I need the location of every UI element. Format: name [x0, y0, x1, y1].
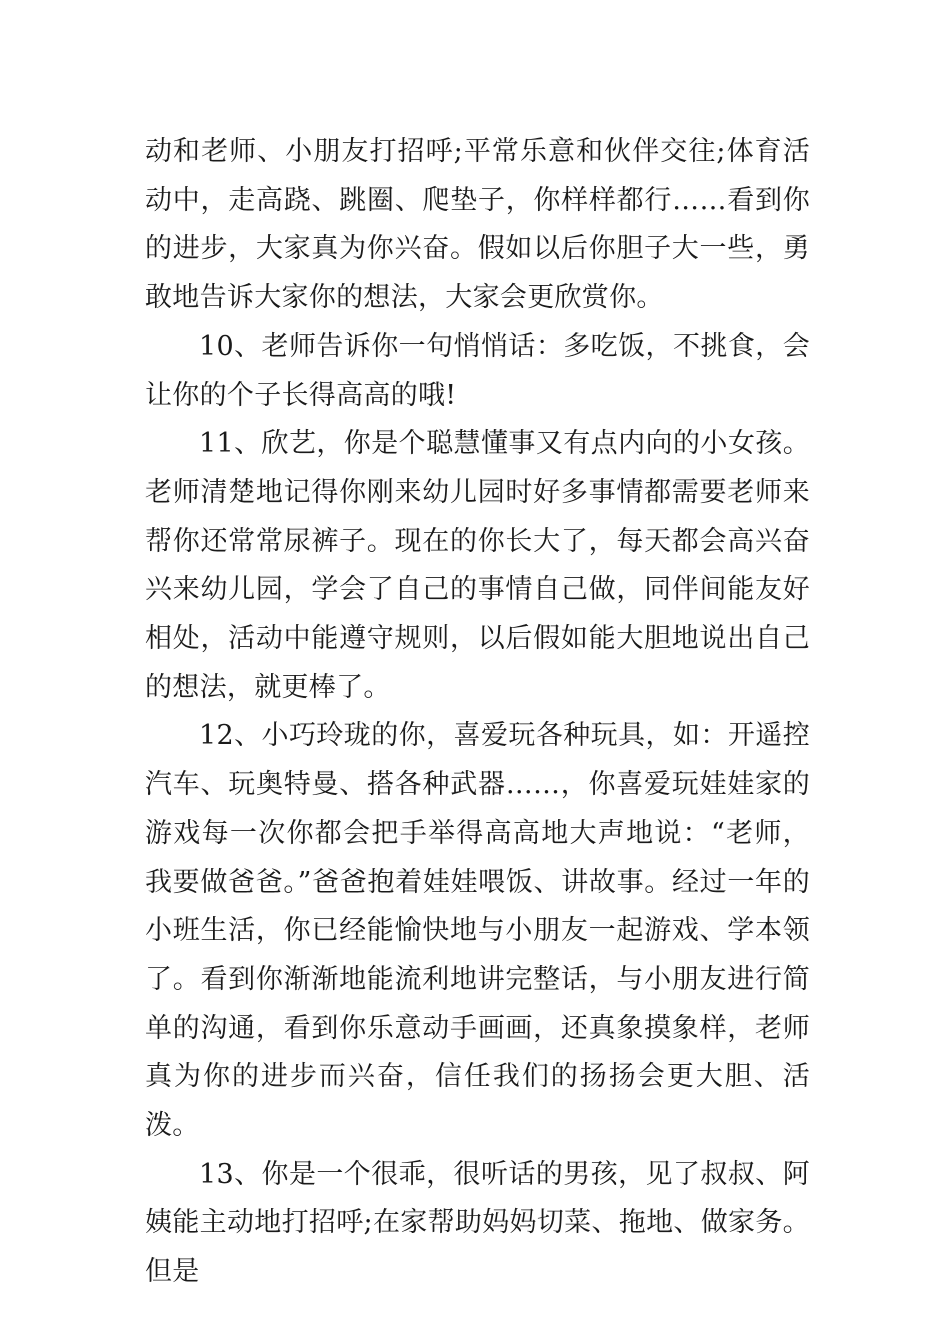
paragraph-item-10: 10、老师告诉你一句悄悄话：多吃饭，不挑食，会让你的个子长得高高的哦!: [145, 330, 810, 411]
document-body: [145, 128, 810, 1297]
paragraph-continuation: 动和老师、小朋友打招呼;平常乐意和伙伴交往;体育活动中，走高跷、跳圈、爬垫子，你样样都行……看到你的进步，大家真为你兴奋。假如以后你胆子大一些，勇敢地告诉大家你的想法，大家会更欣赏你。: [145, 136, 810, 314]
paragraph-item-12: 12、小巧玲珑的你，喜爱玩各种玩具，如：开遥控汽车、玩奥特曼、搭各种武器……，你喜爱玩娃娃家的游戏每一次你都会把手举得高高地大声地说：“老师，我要做爸爸。”爸爸抱着娃娃喂饭、讲故事。经过一年的小班生活，你已经能愉快地与小朋友一起游戏、学本领了。看到你渐渐地能流利地讲完整话，与小朋友进行简单的沟通，看到你乐意动手画画，还真象摸象样，老师真为你的进步而兴奋，信任我们的扬扬会更大胆、活泼。: [145, 720, 810, 1142]
paragraph-item-11: 11、欣艺，你是个聪慧懂事又有点内向的小女孩。老师清楚地记得你刚来幼儿园时好多事情都需要老师来帮你还常常尿裤子。现在的你长大了，每天都会高兴奋兴来幼儿园，学会了自己的事情自己做，同伴间能友好相处，活动中能遵守规则，以后假如能大胆地说出自己的想法，就更棒了。: [145, 428, 810, 703]
paragraph-item-13: 13、你是一个很乖，很听话的男孩，见了叔叔、阿姨能主动地打招呼;在家帮助妈妈切菜、拖地、做家务。但是: [145, 1158, 810, 1288]
